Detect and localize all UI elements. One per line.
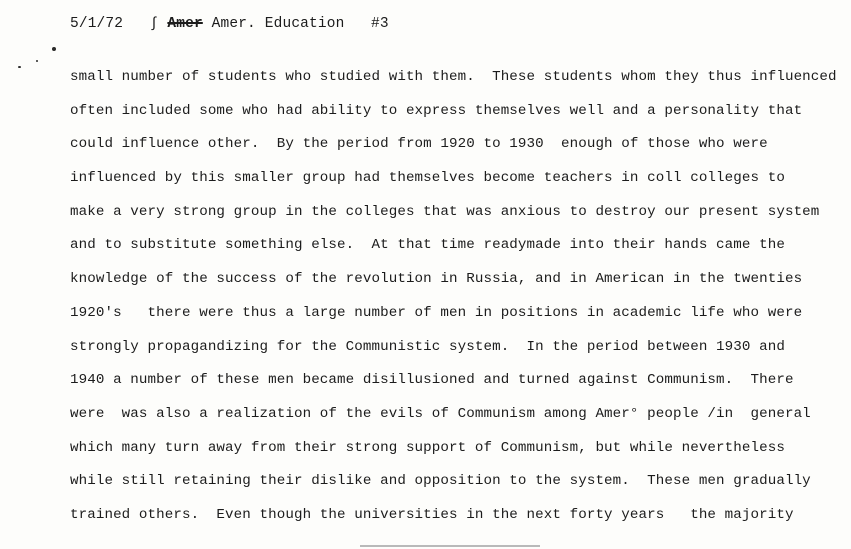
text-line: knowledge of the success of the revolution in Russia, and in American in the twenties (70, 271, 803, 288)
text-line: while still retaining their dislike and opposition to the system. These men gradually (70, 473, 811, 490)
header-date: 5/1/72 (70, 16, 124, 32)
text-line: small number of students who studied with them. These students whom they thus influenced (70, 69, 837, 85)
text-line: which many turn away from their strong support of Communism, but while nevertheless (70, 439, 785, 456)
ink-mark (18, 66, 21, 68)
text-line: strongly propagandizing for the Communistic system. In the period between 1930 and (70, 338, 785, 355)
text-line: could influence other. By the period from 1920 to 1930 enough of those who were (70, 136, 768, 153)
text-line: were was also a realization of the evils of Communism among Amer° people /in general (70, 405, 811, 422)
ink-mark (52, 47, 56, 51)
text-line: 1920's there were thus a large number of men in positions in academic life who were (70, 304, 803, 321)
header-struck-word: Amer (167, 16, 203, 32)
text-line: trained others. Even though the universities in the next forty years the majority (70, 506, 794, 523)
text-line: influenced by this smaller group had themselves become teachers in coll colleges to (70, 170, 785, 187)
text-line: 1940 a number of these men became disillusioned and turned against Communism. There (70, 372, 794, 389)
text-line: make a very strong group in the colleges that was anxious to destroy our present system (70, 203, 820, 220)
page-header (70, 14, 389, 34)
text-line: and to substitute something else. At that time readymade into their hands came the (70, 237, 785, 254)
body-text (70, 67, 845, 539)
header-number: #3 (371, 16, 389, 32)
header-mark: ∫ (149, 16, 159, 32)
text-line: often included some who had ability to express themselves well and a personality that (70, 102, 803, 119)
ink-mark (36, 60, 38, 62)
header-course: Amer. Education (211, 16, 345, 32)
page-bottom-smudge (360, 545, 540, 547)
